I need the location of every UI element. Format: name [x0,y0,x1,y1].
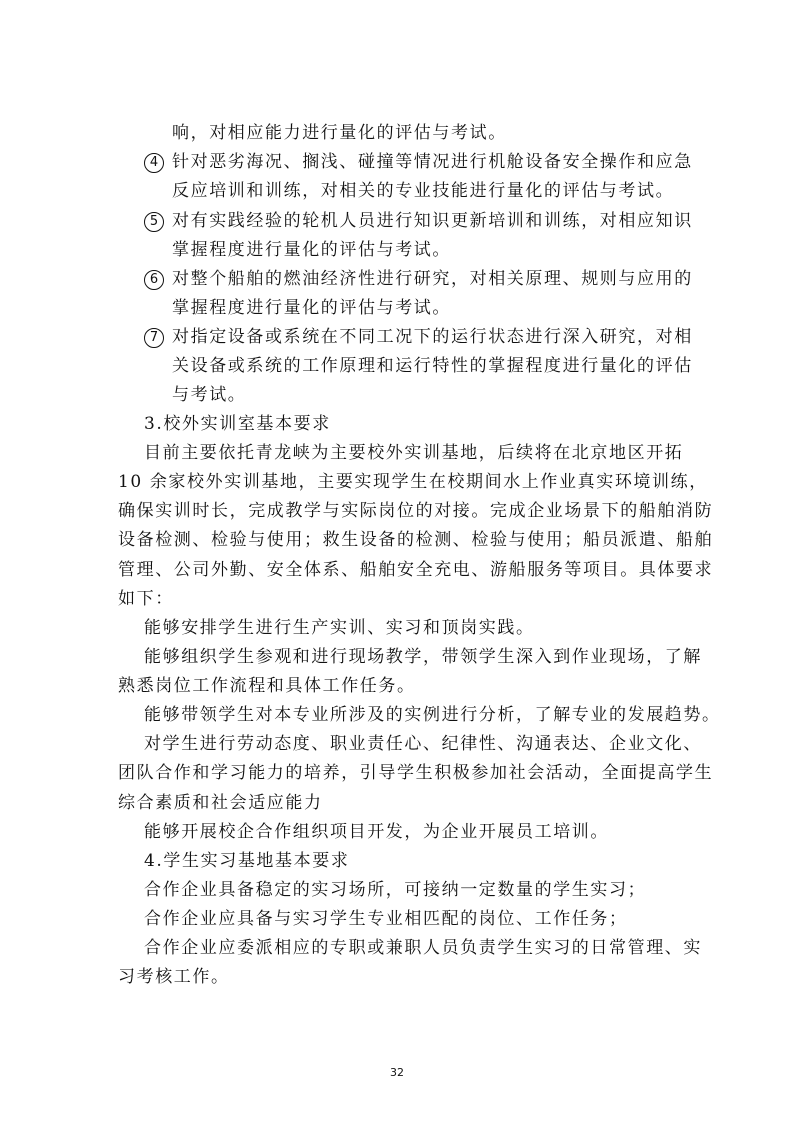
list-item-5-line-2: 掌握程度进行量化的评估与考试。 [172,240,451,260]
circled-number-4: 4 [144,153,164,173]
list-item-4: 4 针对恶劣海况、搁浅、碰撞等情况进行机舱设备安全操作和应急 [144,152,693,173]
section-3-paragraph-2-line-1: 能够组织学生参观和进行现场教学，带领学生深入到作业现场，了解 [144,647,702,667]
section-3-paragraph-5: 能够开展校企合作组织项目开发，为企业开展员工培训。 [144,822,609,842]
section-4-paragraph-3-line-1: 合作企业应委派相应的专职或兼职人员负责学生实习的日常管理、实 [144,938,702,958]
section-4-paragraph-2: 合作企业应具备与实习学生专业相匹配的岗位、工作任务； [144,909,628,929]
list-item-6-line-2: 掌握程度进行量化的评估与考试。 [172,298,451,318]
section-4-paragraph-1: 合作企业具备稳定的实习场所，可接纳一定数量的学生实习； [144,880,647,900]
circled-number-5: 5 [144,212,164,232]
circled-number-6: 6 [144,270,164,290]
section-3-intro-line-3: 确保实训时长，完成教学与实际岗位的对接。完成企业场景下的船舶消防 [118,501,714,521]
section-3-intro-line-1: 目前主要依托青龙峡为主要校外实训基地，后续将在北京地区开拓 [144,443,684,463]
section-3-paragraph-2-line-2: 熟悉岗位工作流程和具体工作任务。 [118,676,416,696]
section-3-paragraph-1: 能够安排学生进行生产实训、实习和顶岗实践。 [144,618,535,638]
list-item-6: 6 对整个船舶的燃油经济性进行研究，对相关原理、规则与应用的 [144,269,693,290]
section-3-intro-line-2: 10 余家校外实训基地，主要实现学生在校期间水上作业真实环境训练， [118,472,708,492]
section-3-intro-line-4: 设备检测、检验与使用；救生设备的检测、检验与使用；船员派遣、船舶 [118,530,714,550]
section-4-heading: 4.学生实习基地基本要求 [144,851,350,871]
circled-number-7: 7 [144,328,164,348]
section-3-intro-line-6: 如下： [118,589,174,609]
list-item-4-line-2: 反应培训和训练，对相关的专业技能进行量化的评估与考试。 [172,181,675,201]
list-item-7-line-3: 与考试。 [172,385,247,405]
section-3-paragraph-4-line-1: 对学生进行劳动态度、职业责任心、纪律性、沟通表达、企业文化、 [144,734,702,754]
section-4-paragraph-3-line-2: 习考核工作。 [118,967,230,987]
list-item-7: 7 对指定设备或系统在不同工况下的运行状态进行深入研究，对相 [144,327,693,348]
list-item-3-continuation: 响，对相应能力进行量化的评估与考试。 [172,123,507,143]
section-3-intro-line-5: 管理、公司外勤、安全体系、船舶安全充电、游船服务等项目。具体要求 [118,560,714,580]
page-number: 32 [390,1066,404,1079]
section-3-paragraph-4-line-3: 综合素质和社会适应能力 [118,793,323,813]
section-3-paragraph-4-line-2: 团队合作和学习能力的培养，引导学生积极参加社会活动，全面提高学生 [118,763,714,783]
list-item-5: 5 对有实践经验的轮机人员进行知识更新培训和训练，对相应知识 [144,211,693,232]
section-3-heading: 3.校外实训室基本要求 [144,414,331,434]
section-3-paragraph-3: 能够带领学生对本专业所涉及的实例进行分析，了解专业的发展趋势。 [144,705,721,725]
list-item-7-line-2: 关设备或系统的工作原理和运行特性的掌握程度进行量化的评估 [172,356,693,376]
